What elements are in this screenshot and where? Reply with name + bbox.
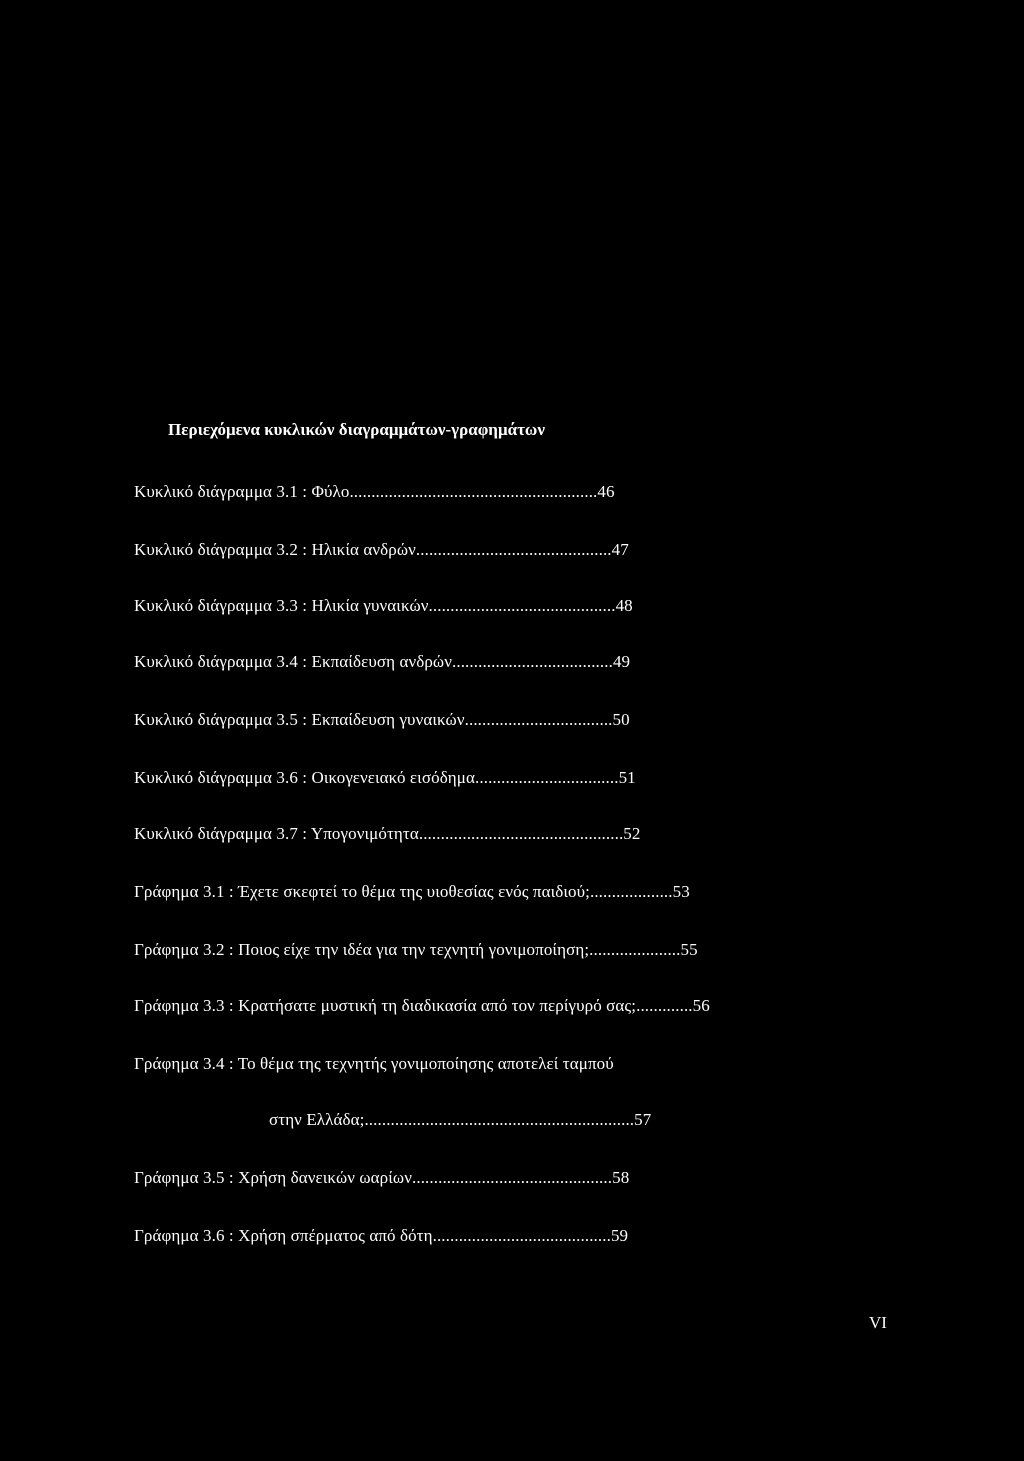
page-title: Περιεχόμενα κυκλικών διαγραμμάτων-γραφημάτων [168, 420, 545, 439]
toc-entry-pie-3-7: Κυκλικό διάγραμμα 3.7 : Υπογονιμότητα...............................................52 [134, 824, 641, 843]
toc-entry-graph-3-1: Γράφημα 3.1 : Έχετε σκεφτεί το θέμα της υιοθεσίας ενός παιδιού;...................53 [134, 882, 690, 901]
toc-entry-pie-3-3: Κυκλικό διάγραμμα 3.3 : Ηλικία γυναικών...........................................48 [134, 596, 633, 615]
toc-entry-pie-3-2: Κυκλικό διάγραμμα 3.2 : Ηλικία ανδρών.............................................47 [134, 540, 629, 559]
toc-entry-graph-3-4: Γράφημα 3.4 : Το θέμα της τεχνητής γονιμοποίησης αποτελεί ταμπού [134, 1054, 614, 1073]
page-number: VI [869, 1313, 887, 1332]
toc-entry-pie-3-6: Κυκλικό διάγραμμα 3.6 : Οικογενειακό εισόδημα.................................51 [134, 768, 636, 787]
toc-entry-pie-3-1: Κυκλικό διάγραμμα 3.1 : Φύλο.........................................................46 [134, 482, 615, 501]
toc-entry-graph-3-3: Γράφημα 3.3 : Κρατήσατε μυστική τη διαδικασία από τον περίγυρό σας;.............56 [134, 996, 710, 1015]
toc-entry-graph-3-6: Γράφημα 3.6 : Χρήση σπέρματος από δότη.........................................59 [134, 1226, 629, 1245]
toc-entry-pie-3-5: Κυκλικό διάγραμμα 3.5 : Εκπαίδευση γυναικών..................................50 [134, 710, 630, 729]
toc-entry-graph-3-4-continuation: στην Ελλάδα;..............................................................57 [269, 1110, 652, 1129]
toc-entry-pie-3-4: Κυκλικό διάγραμμα 3.4 : Εκπαίδευση ανδρών.....................................49 [134, 652, 631, 671]
toc-entry-graph-3-5: Γράφημα 3.5 : Χρήση δανεικών ωαρίων..............................................58 [134, 1168, 630, 1187]
toc-entry-graph-3-2: Γράφημα 3.2 : Ποιος είχε την ιδέα για την τεχνητή γονιμοποίηση;.....................55 [134, 940, 698, 959]
